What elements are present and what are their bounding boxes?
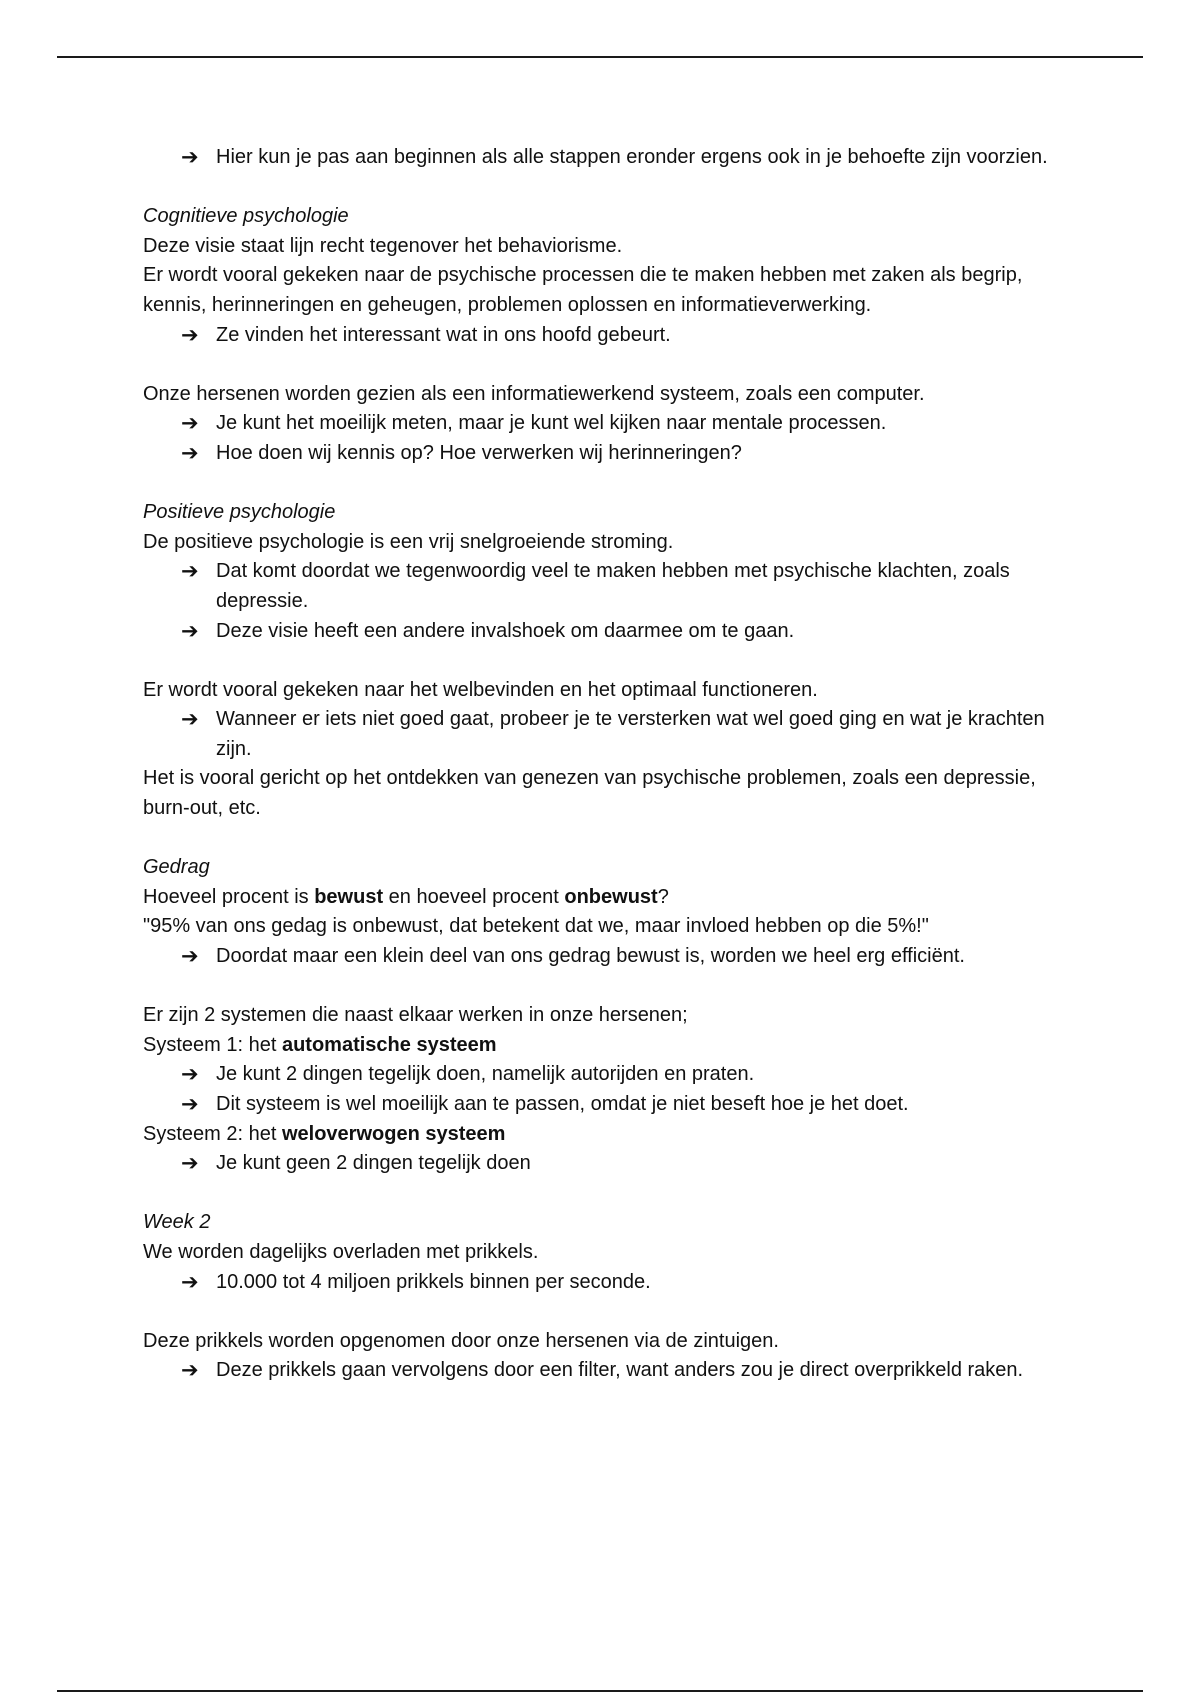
arrow-right-icon: ➔ [181,619,199,643]
arrow-right-icon: ➔ [181,560,199,584]
list-item: ➔ Dit systeem is wel moeilijk aan te passen, omdat je niet beseft hoe je het doet. [143,1090,1063,1120]
list-item: ➔ 10.000 tot 4 miljoen prikkels binnen per seconde. [143,1268,1063,1298]
arrow-right-icon: ➔ [181,1063,199,1087]
arrow-right-icon: ➔ [181,1270,199,1294]
list-item: ➔ Je kunt het moeilijk meten, maar je kunt wel kijken naar mentale processen. [143,409,1063,439]
list-item: ➔ Dat komt doordat we tegenwoordig veel te maken hebben met psychische klachten, zoals depressie. [143,557,1063,616]
footer-rule [57,1690,1143,1692]
system-1-label: Systeem 1: het automatische systeem [143,1033,497,1056]
paragraph: Er wordt vooral gekeken naar het welbevinden en het optimaal functioneren. [143,678,818,701]
paragraph: Onze hersenen worden gezien als een informatiewerkend systeem, zoals een computer. [143,382,925,405]
list-item: ➔ Hier kun je pas aan beginnen als alle stappen eronder ergens ook in je behoefte zijn voorzien. [143,143,1063,173]
list-item: ➔ Je kunt geen 2 dingen tegelijk doen [143,1149,1063,1179]
section-heading-week2: Week 2 [143,1211,211,1234]
section-heading-cognitieve: Cognitieve psychologie [143,205,349,228]
arrow-right-icon: ➔ [181,412,199,436]
paragraph: Het is vooral gericht op het ontdekken van genezen van psychische problemen, zoals een depressie, burn-out, etc. [143,767,1036,820]
list-item: ➔ Ze vinden het interessant wat in ons hoofd gebeurt. [143,321,1063,351]
section-heading-gedrag: Gedrag [143,856,210,879]
list-item: ➔ Doordat maar een klein deel van ons gedrag bewust is, worden we heel erg efficiënt. [143,942,1063,972]
arrow-right-icon: ➔ [181,146,199,169]
list-item: ➔ Deze prikkels gaan vervolgens door een filter, want anders zou je direct overprikkeld raken. [143,1356,1063,1386]
paragraph: We worden dagelijks overladen met prikkels. [143,1240,539,1263]
system-2-label: Systeem 2: het weloverwogen systeem [143,1122,506,1145]
document-body [143,143,1063,1386]
arrow-right-icon: ➔ [181,1359,199,1383]
list-item: ➔ Hoe doen wij kennis op? Hoe verwerken wij herinneringen? [143,439,1063,469]
quote: "95% van ons gedag is onbewust, dat betekent dat we, maar invloed hebben op die 5%!" [143,915,929,938]
arrow-right-icon: ➔ [181,1093,199,1116]
arrow-right-icon: ➔ [181,708,199,732]
paragraph: De positieve psychologie is een vrij snelgroeiende stroming. [143,530,674,553]
paragraph: Deze visie staat lijn recht tegenover het behaviorisme. [143,234,623,257]
arrow-right-icon: ➔ [181,323,199,347]
list-item: ➔ Je kunt 2 dingen tegelijk doen, namelijk autorijden en praten. [143,1060,1063,1090]
paragraph: Deze prikkels worden opgenomen door onze hersenen via de zintuigen. [143,1329,779,1352]
arrow-right-icon: ➔ [181,945,199,969]
arrow-right-icon: ➔ [181,441,199,465]
list-item: ➔ Wanneer er iets niet goed gaat, probeer je te versterken wat wel goed ging en wat je krachten zijn. [143,705,1063,764]
paragraph: Er wordt vooral gekeken naar de psychische processen die te maken hebben met zaken als begrip, kennis, herinneringen en geheugen, problemen oplossen en informatieverwerking. [143,264,1023,316]
section-heading-positieve: Positieve psychologie [143,501,336,524]
arrow-right-icon: ➔ [181,1152,199,1176]
header-rule [57,56,1143,58]
list-item: ➔ Deze visie heeft een andere invalshoek om daarmee om te gaan. [143,617,1063,647]
paragraph: Er zijn 2 systemen die naast elkaar werken in onze hersenen; [143,1004,688,1027]
paragraph: Hoeveel procent is bewust en hoeveel procent onbewust? [143,885,669,908]
